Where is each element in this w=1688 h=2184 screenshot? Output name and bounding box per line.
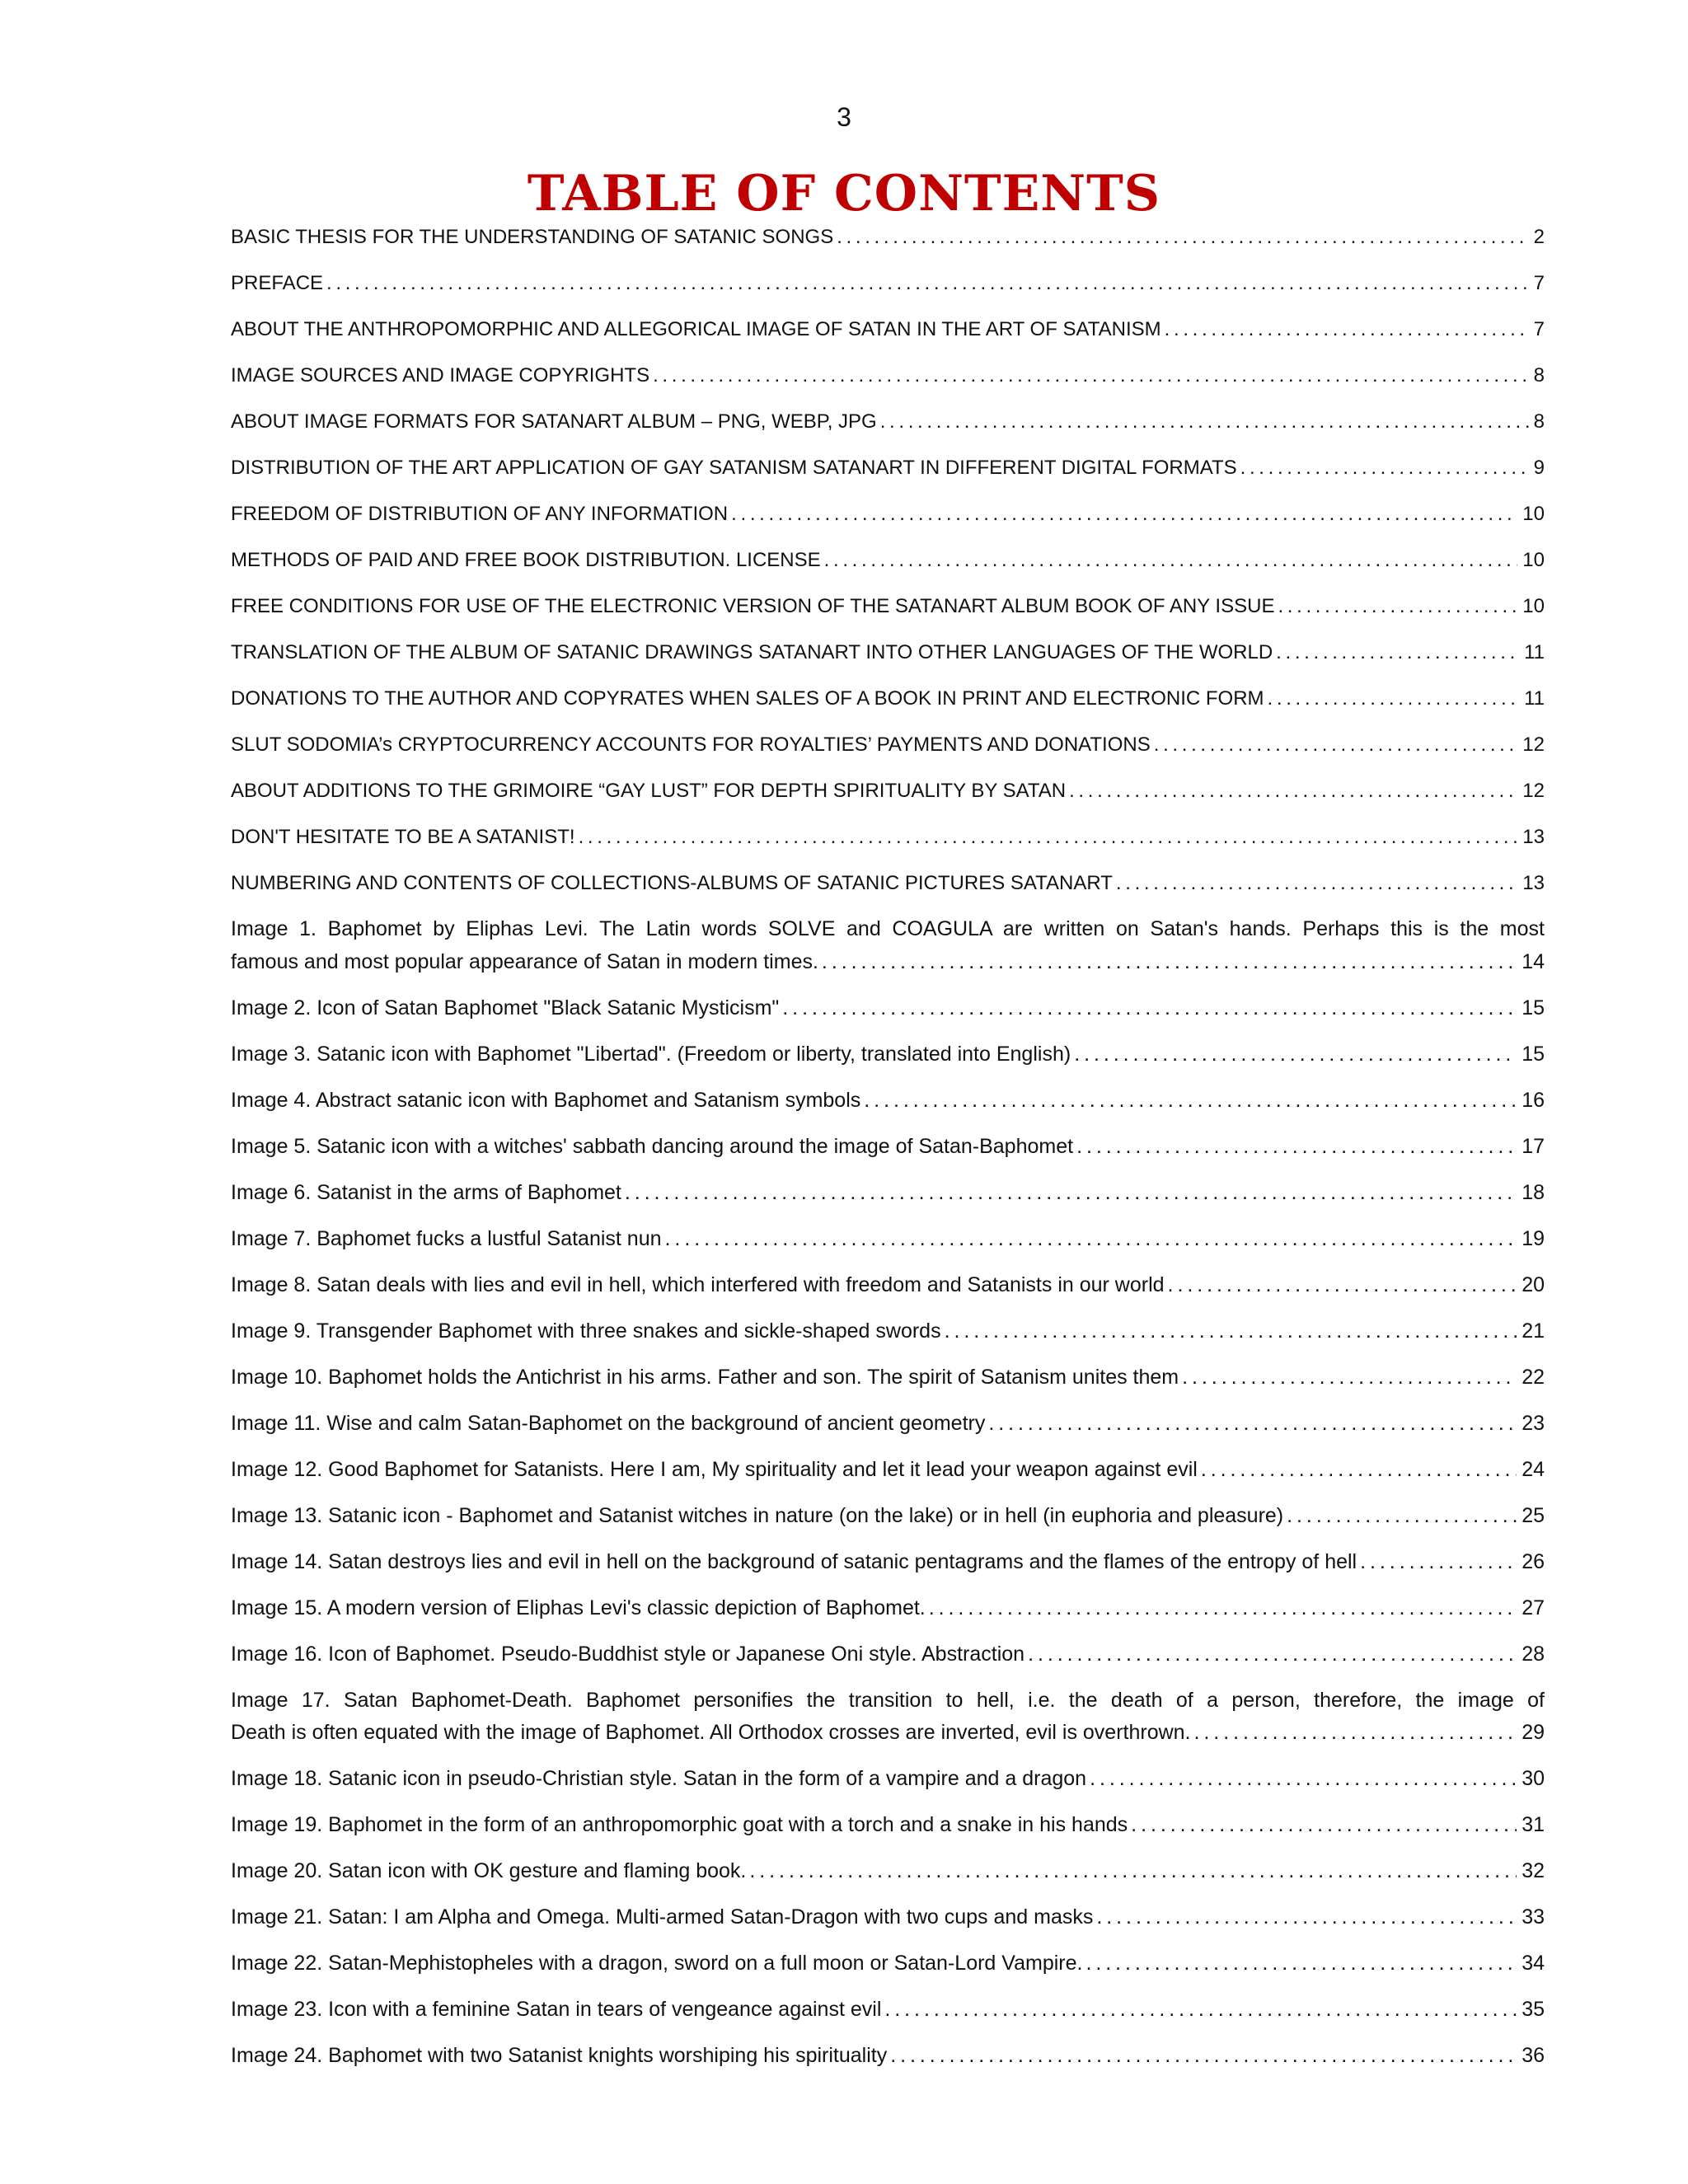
toc-entry-page: 36 [1522,2044,1545,2067]
dot-leader [1069,775,1517,808]
toc-entry[interactable] [231,1855,1545,1888]
dot-leader [1182,1361,1517,1394]
toc-entry[interactable] [231,1408,1545,1441]
toc-entry-page: 33 [1522,1905,1545,1929]
toc-entry-text: ABOUT THE ANTHROPOMORPHIC AND ALLEGORICAL IMAGE OF SATAN IN THE ART OF SATANISM [231,318,1161,340]
toc-entry-text: Image 19. Baphomet in the form of an anthropomorphic goat with a torch and a snake in his hands [231,1813,1128,1836]
toc-entry-page: 31 [1522,1813,1545,1836]
dot-leader [579,821,1518,854]
toc-entry-page: 10 [1522,549,1545,571]
toc-entry-text-line2: Death is often equated with the image of Baphomet. All Orthodox crosses are inverted, evil is overthrown. [231,1721,1191,1744]
toc-entry-page: 10 [1522,595,1545,617]
page-number: 3 [837,102,851,132]
dot-leader [1287,1500,1517,1533]
toc-entry-page: 17 [1522,1134,1545,1158]
toc-entry[interactable] [231,913,1545,978]
toc-entry-page: 11 [1524,687,1545,710]
toc-entry-page: 10 [1522,503,1545,525]
page-title: TABLE OF CONTENTS [527,165,1161,223]
toc-entry-text: Image 7. Baphomet fucks a lustful Satanist nun [231,1226,662,1250]
dot-leader [1278,590,1517,623]
dot-leader [929,1592,1517,1625]
toc-entry[interactable] [231,636,1545,669]
dot-leader [653,359,1529,392]
toc-entry[interactable] [231,1177,1545,1210]
toc-entry-text: ABOUT ADDITIONS TO THE GRIMOIRE “GAY LUST” FOR DEPTH SPIRITUALITY BY SATAN [231,780,1067,802]
toc-entry-page: 18 [1522,1180,1545,1204]
toc-entry-text: SLUT SODOMIA’s CRYPTOCURRENCY ACCOUNTS FOR ROYALTIES’ PAYMENTS AND DONATIONS [231,733,1151,756]
toc-entry-text: NUMBERING AND CONTENTS OF COLLECTIONS-ALBUMS OF SATANIC PICTURES SATANART [231,872,1113,894]
toc-entry[interactable] [231,775,1545,808]
dot-leader [731,498,1517,531]
dot-leader [1131,1809,1517,1842]
dot-leader [1154,729,1518,762]
toc-entry[interactable] [231,1454,1545,1487]
toc-entry-page: 16 [1522,1088,1545,1112]
dot-leader [625,1177,1517,1210]
toc-entry-page: 30 [1522,1767,1545,1790]
dot-leader [326,267,1529,300]
toc-entry[interactable] [231,1763,1545,1796]
toc-entry-text: Image 21. Satan: I am Alpha and Omega. Multi-armed Satan-Dragon with two cups and masks [231,1905,1094,1929]
dot-leader [1076,1131,1517,1164]
toc-entry-page: 2 [1533,226,1545,248]
toc-entry-page: 8 [1533,364,1545,387]
toc-entry-text: Image 15. A modern version of Eliphas Levi's classic depiction of Baphomet. [231,1596,926,1619]
toc-entry[interactable] [231,1809,1545,1842]
toc-entry-page: 11 [1524,641,1545,663]
toc-entry-text: IMAGE SOURCES AND IMAGE COPYRIGHTS [231,364,650,387]
toc-entry-page: 7 [1533,318,1545,340]
dot-leader [890,2040,1517,2073]
dot-leader [749,1855,1517,1888]
dot-leader [1074,1038,1517,1071]
dot-leader [1090,1763,1517,1796]
toc-list [231,221,1545,2086]
toc-entry-text-line2: famous and most popular appearance of Satan in modern times. [231,949,818,973]
toc-entry-page: 23 [1522,1411,1545,1435]
dot-leader [1240,452,1529,485]
toc-entry-text: PREFACE [231,272,324,294]
toc-entry[interactable] [231,2040,1545,2073]
toc-entry-text: DON'T HESITATE TO BE A SATANIST! [231,826,575,848]
toc-entry[interactable] [231,1223,1545,1256]
toc-entry-text: FREE CONDITIONS FOR USE OF THE ELECTRONIC VERSION OF THE SATANART ALBUM BOOK OF ANY ISSUE [231,595,1275,617]
dot-leader [1276,636,1519,669]
toc-entry-line2 [231,1717,1545,1750]
toc-entry[interactable] [231,729,1545,762]
toc-entry-text: TRANSLATION OF THE ALBUM OF SATANIC DRAWINGS SATANART INTO OTHER LANGUAGES OF THE WORLD [231,641,1273,663]
dot-leader [782,992,1517,1025]
toc-entry-text: DONATIONS TO THE AUTHOR AND COPYRATES WHEN SALES OF A BOOK IN PRINT AND ELECTRONIC FORM [231,687,1264,710]
toc-entry-text: BASIC THESIS FOR THE UNDERSTANDING OF SATANIC SONGS [231,226,834,248]
toc-entry-text: Image 9. Transgender Baphomet with three snakes and sickle-shaped swords [231,1319,941,1343]
toc-entry-page: 19 [1522,1226,1545,1250]
toc-entry-text: Image 6. Satanist in the arms of Baphomet [231,1180,621,1204]
toc-entry-page: 22 [1522,1365,1545,1389]
toc-entry-text: METHODS OF PAID AND FREE BOOK DISTRIBUTION. LICENSE [231,549,821,571]
toc-entry[interactable] [231,544,1545,577]
toc-entry-page: 15 [1522,996,1545,1019]
toc-entry-page: 27 [1522,1596,1545,1619]
toc-entry-text: Image 14. Satan destroys lies and evil in hell on the background of satanic pentagrams and the flames of the entropy of hell [231,1549,1357,1573]
toc-entry-text: Image 13. Satanic icon - Baphomet and Satanist witches in nature (on the lake) or in hell (in euphoria and pleasure) [231,1503,1284,1527]
toc-entry-text-line1: Image 1. Baphomet by Eliphas Levi. The Latin words SOLVE and COAGULA are written on Satan's hands. Perhaps this is the most [231,917,1545,940]
toc-entry-text: Image 11. Wise and calm Satan-Baphomet on the background of ancient geometry [231,1411,986,1435]
toc-entry-text: Image 12. Good Baphomet for Satanists. Here I am, My spirituality and let it lead your weapon against evil [231,1457,1198,1481]
toc-entry-page: 7 [1533,272,1545,294]
dot-leader [864,1085,1517,1118]
dot-leader [1085,1947,1517,1980]
toc-entry-text-line1: Image 17. Satan Baphomet-Death. Baphomet personifies the transition to hell, i.e. the death of a person, therefore, the image of [231,1688,1545,1712]
toc-entry[interactable] [231,1500,1545,1533]
toc-entry-text: ABOUT IMAGE FORMATS FOR SATANART ALBUM – PNG, WEBP, JPG [231,410,877,433]
toc-entry[interactable] [231,452,1545,485]
toc-entry-text: Image 5. Satanic icon with a witches' sabbath dancing around the image of Satan-Baphomet [231,1134,1074,1158]
toc-entry-text: Image 23. Icon with a feminine Satan in tears of vengeance against evil [231,1998,882,2021]
toc-entry[interactable] [231,1131,1545,1164]
toc-entry-page: 14 [1522,949,1545,973]
toc-entry-page: 8 [1533,410,1545,433]
toc-entry[interactable] [231,1085,1545,1118]
toc-entry[interactable] [231,1947,1545,1980]
dot-leader [1168,1269,1517,1302]
toc-entry-text: Image 3. Satanic icon with Baphomet "Libertad". (Freedom or liberty, translated into English) [231,1042,1071,1066]
toc-entry[interactable] [231,313,1545,346]
toc-entry-text: Image 8. Satan deals with lies and evil in hell, which interfered with freedom and Satanists in our world [231,1272,1165,1296]
dot-leader [837,221,1528,254]
toc-entry[interactable] [231,221,1545,254]
toc-entry-page: 21 [1522,1319,1545,1343]
dot-leader [824,544,1518,577]
dot-leader [1360,1546,1517,1579]
toc-entry[interactable] [231,1638,1545,1671]
toc-entry[interactable] [231,1592,1545,1625]
toc-entry-line2 [231,946,1545,979]
toc-entry-text: FREEDOM OF DISTRIBUTION OF ANY INFORMATION [231,503,729,525]
toc-entry-page: 32 [1522,1859,1545,1882]
toc-entry-text: Image 10. Baphomet holds the Antichrist in his arms. Father and son. The spirit of Satanism unites them [231,1365,1179,1389]
toc-entry[interactable] [231,867,1545,900]
toc-entry[interactable] [231,498,1545,531]
toc-entry-page: 29 [1522,1721,1545,1744]
toc-entry[interactable] [231,1315,1545,1348]
toc-entry-text: Image 2. Icon of Satan Baphomet "Black Satanic Mysticism" [231,996,780,1019]
toc-entry[interactable] [231,405,1545,438]
toc-entry-page: 24 [1522,1457,1545,1481]
toc-entry-page: 28 [1522,1642,1545,1666]
toc-entry-text: Image 18. Satanic icon in pseudo-Christian style. Satan in the form of a vampire and a dragon [231,1767,1087,1790]
toc-entry-page: 25 [1522,1503,1545,1527]
toc-entry[interactable] [231,1361,1545,1394]
toc-entry[interactable] [231,267,1545,300]
toc-entry-page: 20 [1522,1272,1545,1296]
toc-entry-text: Image 4. Abstract satanic icon with Baphomet and Satanism symbols [231,1088,861,1112]
toc-entry[interactable] [231,359,1545,392]
toc-entry-page: 26 [1522,1549,1545,1573]
toc-entry-text: Image 24. Baphomet with two Satanist knights worshiping his spirituality [231,2044,888,2067]
toc-entry-page: 12 [1522,733,1545,756]
toc-entry-page: 13 [1522,826,1545,848]
dot-leader [1268,682,1520,715]
toc-entry[interactable] [231,821,1545,854]
toc-entry[interactable] [231,1038,1545,1071]
dot-leader [665,1223,1517,1256]
dot-leader [1165,313,1529,346]
dot-leader [988,1408,1517,1441]
toc-entry[interactable] [231,1901,1545,1934]
dot-leader [884,1994,1517,2027]
dot-leader [1194,1717,1517,1750]
toc-entry[interactable] [231,1994,1545,2027]
toc-entry-text: DISTRIBUTION OF THE ART APPLICATION OF GAY SATANISM SATANART IN DIFFERENT DIGITAL FORMATS [231,457,1237,479]
toc-entry[interactable] [231,1685,1545,1750]
toc-entry-text: Image 22. Satan-Mephistopheles with a dragon, sword on a full moon or Satan-Lord Vampire. [231,1952,1083,1975]
toc-entry[interactable] [231,992,1545,1025]
dot-leader [822,946,1517,979]
dot-leader [945,1315,1517,1348]
dot-leader [1201,1454,1517,1487]
toc-entry-page: 13 [1522,872,1545,894]
toc-entry-page: 35 [1522,1998,1545,2021]
toc-entry-page: 15 [1522,1042,1545,1066]
toc-entry-text: Image 20. Satan icon with OK gesture and flaming book. [231,1859,747,1882]
toc-entry-page: 12 [1522,780,1545,802]
dot-leader [1116,867,1517,900]
toc-entry-page: 9 [1533,457,1545,479]
toc-entry[interactable] [231,1546,1545,1579]
toc-entry[interactable] [231,1269,1545,1302]
toc-entry-text: Image 16. Icon of Baphomet. Pseudo-Buddhist style or Japanese Oni style. Abstraction [231,1642,1025,1666]
dot-leader [1028,1638,1517,1671]
dot-leader [1096,1901,1517,1934]
dot-leader [880,405,1529,438]
toc-entry[interactable] [231,590,1545,623]
toc-entry-page: 34 [1522,1952,1545,1975]
toc-entry[interactable] [231,682,1545,715]
